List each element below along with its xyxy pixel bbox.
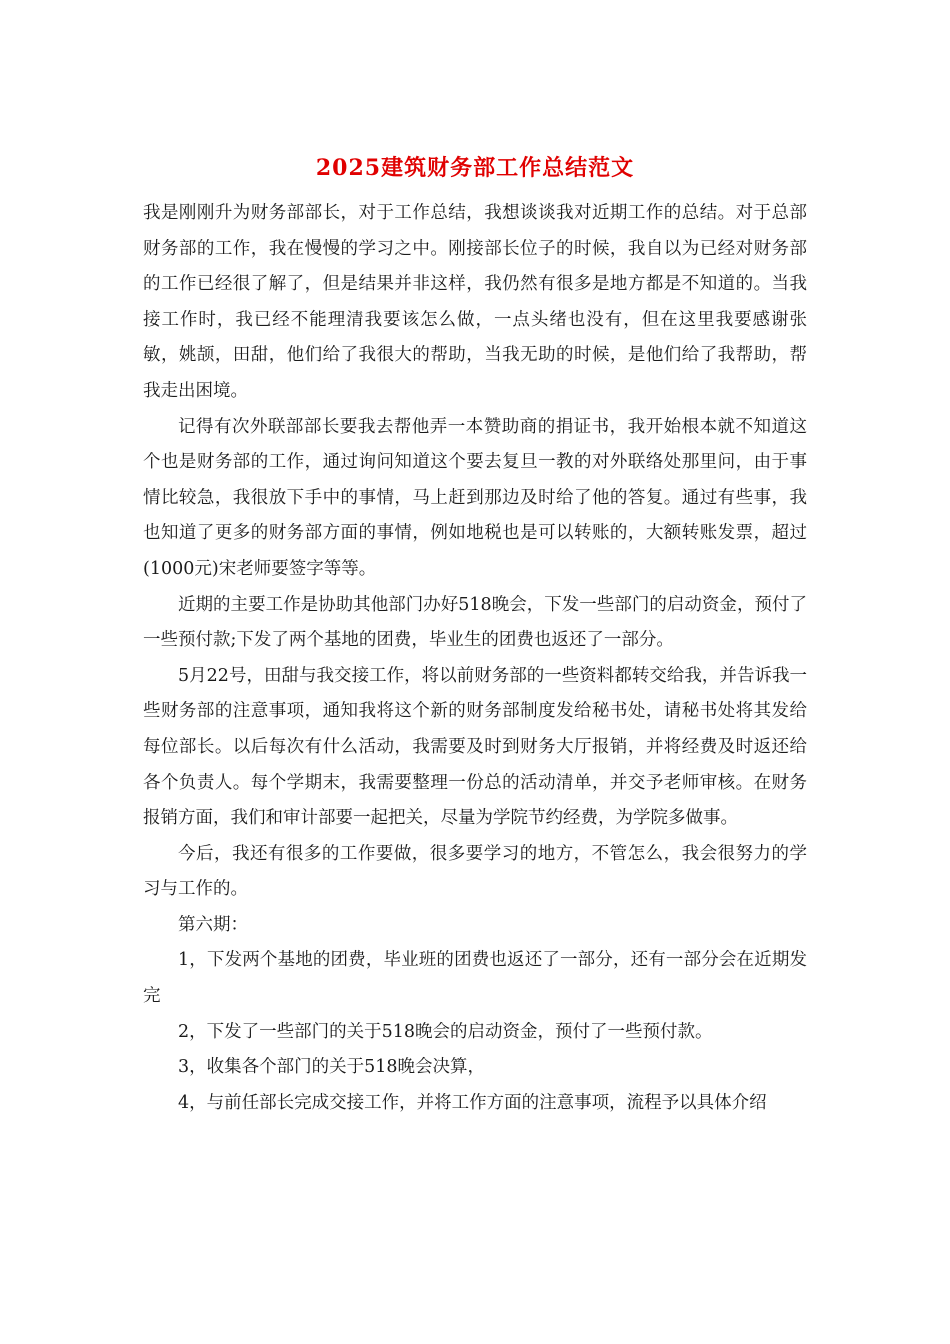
paragraph-future: 今后，我还有很多的工作要做，很多要学习的地方，不管怎么，我会很努力的学习与工作的。: [143, 843, 807, 900]
list-item: 4，与前任部长完成交接工作，并将工作方面的注意事项，流程予以具体介绍: [178, 1092, 767, 1113]
paragraph-sponsor: 记得有次外联部部长要我去帮他弄一本赞助商的捐证书，我开始根本就不知道这个也是财务部的工作，通过询问知道这个要去复旦一教的对外联络处那里问，由于事情比较急，我很放下手中的事情，马上赶到那边及时给了他的答复。通过有些事，我也知道了更多的财务部方面的事情，例如地税也是可以转账的，大额转账发票，超过(1000元)宋老师要签字等等。: [143, 416, 807, 579]
list-item: 2，下发了一些部门的关于518晚会的启动资金，预付了一些预付款。: [178, 1021, 713, 1042]
paragraph-recent-work: 近期的主要工作是协助其他部门办好518晚会，下发一些部门的启动资金，预付了一些预付款;下发了两个基地的团费，毕业生的团费也返还了一部分。: [143, 594, 807, 651]
document-title: 2025建筑财务部工作总结范文: [315, 155, 635, 181]
list-item: 3，收集各个部门的关于518晚会决算，: [178, 1057, 486, 1078]
paragraph-handover: 5月22号，田甜与我交接工作，将以前财务部的一些资料都转交给我，并告诉我一些财务部的注意事项，通知我将这个新的财务部制度发给秘书处，请秘书处将其发给每位部长。以后每次有什么活动，我需要及时到财务大厅报销，并将经费及时返还给各个负责人。每个学期末，我需要整理一份总的活动清单，并交予老师审核。在财务报销方面，我们和审计部要一起把关，尽量为学院节约经费，为学院多做事。: [143, 665, 807, 829]
section-heading: 第六期：: [178, 914, 248, 935]
document-body: [143, 196, 807, 1121]
list-item: 1，下发两个基地的团费，毕业班的团费也返还了一部分，还有一部分会在近期发完: [143, 950, 807, 1007]
paragraph-intro: 我是刚刚升为财务部部长，对于工作总结，我想谈谈我对近期工作的总结。对于总部财务部的工作，我在慢慢的学习之中。刚接部长位子的时候，我自以为已经对财务部的工作已经很了解了，但是结果并非这样，我仍然有很多是地方都是不知道的。当我接工作时，我已经不能理清我要该怎么做，一点头绪也没有，但在这里我要感谢张敏，姚颉，田甜，他们给了我很大的帮助，当我无助的时候，是他们给了我帮助，帮我走出困境。: [143, 203, 807, 401]
